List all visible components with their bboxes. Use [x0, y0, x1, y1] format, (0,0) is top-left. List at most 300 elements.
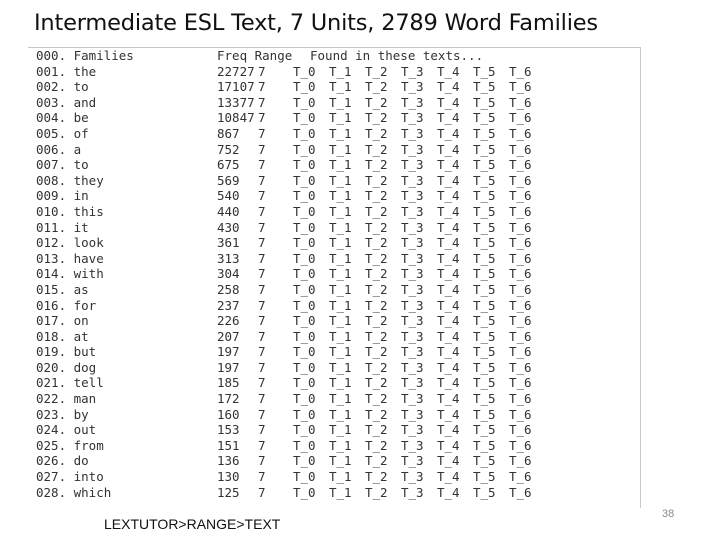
text-found-cell: T_6 — [509, 63, 532, 79]
text-found-cell: T_1 — [329, 235, 352, 251]
freq-cell: 675 — [217, 157, 240, 173]
text-found-cell: T_6 — [509, 141, 532, 157]
text-found-cell: T_0 — [293, 437, 316, 453]
freq-cell: 125 — [217, 484, 240, 500]
text-found-cell: T_3 — [401, 219, 424, 235]
family-cell: 020. dog — [36, 359, 97, 375]
range-cell: 7 — [258, 219, 266, 235]
text-found-cell: T_1 — [329, 219, 352, 235]
text-found-cell: T_3 — [401, 437, 424, 453]
text-found-cell: T_5 — [473, 110, 496, 126]
text-found-cell: T_4 — [437, 484, 460, 500]
text-found-cell: T_6 — [509, 406, 532, 422]
text-found-cell: T_4 — [437, 359, 460, 375]
text-found-cell: T_2 — [365, 141, 388, 157]
freq-cell: 313 — [217, 250, 240, 266]
text-found-cell: T_1 — [329, 203, 352, 219]
freq-cell: 237 — [217, 297, 240, 313]
text-found-cell: T_0 — [293, 313, 316, 329]
freq-cell: 440 — [217, 203, 240, 219]
text-found-cell: T_1 — [329, 157, 352, 173]
text-found-cell: T_6 — [509, 79, 532, 95]
text-found-cell: T_1 — [329, 188, 352, 204]
text-found-cell: T_1 — [329, 469, 352, 485]
text-found-cell: T_3 — [401, 266, 424, 282]
text-found-cell: T_3 — [401, 453, 424, 469]
header-families: 000. Families — [36, 48, 134, 63]
text-found-cell: T_4 — [437, 344, 460, 360]
text-found-cell: T_0 — [293, 110, 316, 126]
text-found-cell: T_6 — [509, 359, 532, 375]
family-cell: 022. man — [36, 391, 97, 407]
family-cell: 021. tell — [36, 375, 104, 391]
text-found-cell: T_5 — [473, 235, 496, 251]
freq-cell: 752 — [217, 141, 240, 157]
freq-cell: 361 — [217, 235, 240, 251]
text-found-cell: T_5 — [473, 94, 496, 110]
text-found-cell: T_2 — [365, 219, 388, 235]
freq-cell: 185 — [217, 375, 240, 391]
range-cell: 7 — [258, 391, 266, 407]
text-found-cell: T_5 — [473, 157, 496, 173]
table-header-row — [28, 48, 545, 64]
text-found-cell: T_5 — [473, 266, 496, 282]
slide-title: Intermediate ESL Text, 7 Units, 2789 Word Families — [34, 10, 598, 36]
text-found-cell: T_5 — [473, 484, 496, 500]
freq-cell: 304 — [217, 266, 240, 282]
header-found-in-texts: Found in these texts... — [310, 48, 484, 63]
range-cell: 7 — [258, 125, 266, 141]
text-found-cell: T_4 — [437, 266, 460, 282]
text-found-cell: T_6 — [509, 94, 532, 110]
table-row — [28, 173, 545, 189]
text-found-cell: T_5 — [473, 406, 496, 422]
family-cell: 005. of — [36, 125, 89, 141]
range-cell: 7 — [258, 172, 266, 188]
text-found-cell: T_6 — [509, 422, 532, 438]
text-found-cell: T_1 — [329, 172, 352, 188]
text-found-cell: T_3 — [401, 406, 424, 422]
text-found-cell: T_5 — [473, 250, 496, 266]
text-found-cell: T_2 — [365, 328, 388, 344]
text-found-cell: T_1 — [329, 141, 352, 157]
family-cell: 015. as — [36, 281, 89, 297]
text-found-cell: T_0 — [293, 266, 316, 282]
text-found-cell: T_3 — [401, 203, 424, 219]
text-found-cell: T_2 — [365, 422, 388, 438]
range-cell: 7 — [258, 469, 266, 485]
text-found-cell: T_2 — [365, 110, 388, 126]
text-found-cell: T_0 — [293, 79, 316, 95]
range-cell: 7 — [258, 63, 266, 79]
freq-cell: 10847 — [217, 110, 255, 126]
table-row — [28, 235, 545, 251]
text-found-cell: T_0 — [293, 203, 316, 219]
text-found-cell: T_4 — [437, 141, 460, 157]
text-found-cell: T_3 — [401, 157, 424, 173]
text-found-cell: T_0 — [293, 406, 316, 422]
range-cell: 7 — [258, 313, 266, 329]
text-found-cell: T_4 — [437, 313, 460, 329]
text-found-cell: T_3 — [401, 110, 424, 126]
range-cell: 7 — [258, 328, 266, 344]
text-found-cell: T_5 — [473, 281, 496, 297]
freq-cell: 197 — [217, 344, 240, 360]
text-found-cell: T_5 — [473, 453, 496, 469]
family-cell: 028. which — [36, 484, 112, 500]
text-found-cell: T_6 — [509, 469, 532, 485]
table-row — [28, 313, 545, 329]
text-found-cell: T_1 — [329, 79, 352, 95]
text-found-cell: T_5 — [473, 422, 496, 438]
text-found-cell: T_3 — [401, 313, 424, 329]
table-row — [28, 95, 545, 111]
range-cell: 7 — [258, 344, 266, 360]
table-row — [28, 157, 545, 173]
table-row — [28, 251, 545, 267]
text-found-cell: T_0 — [293, 250, 316, 266]
table-row — [28, 298, 545, 314]
range-cell: 7 — [258, 422, 266, 438]
table-row — [28, 79, 545, 95]
range-cell: 7 — [258, 406, 266, 422]
text-found-cell: T_5 — [473, 63, 496, 79]
table-row — [28, 282, 545, 298]
range-cell: 7 — [258, 297, 266, 313]
range-cell: 7 — [258, 266, 266, 282]
family-cell: 011. it — [36, 219, 89, 235]
text-found-cell: T_2 — [365, 250, 388, 266]
text-found-cell: T_2 — [365, 266, 388, 282]
text-found-cell: T_4 — [437, 422, 460, 438]
table-row — [28, 438, 545, 454]
range-cell: 7 — [258, 94, 266, 110]
family-cell: 023. by — [36, 406, 89, 422]
text-found-cell: T_4 — [437, 437, 460, 453]
text-found-cell: T_4 — [437, 406, 460, 422]
freq-cell: 151 — [217, 437, 240, 453]
text-found-cell: T_4 — [437, 391, 460, 407]
text-found-cell: T_3 — [401, 141, 424, 157]
text-found-cell: T_6 — [509, 172, 532, 188]
text-found-cell: T_5 — [473, 297, 496, 313]
text-found-cell: T_6 — [509, 125, 532, 141]
text-found-cell: T_1 — [329, 266, 352, 282]
text-found-cell: T_4 — [437, 469, 460, 485]
header-freq-range: Freq Range — [217, 48, 293, 63]
text-found-cell: T_3 — [401, 79, 424, 95]
footer-path-label: LEXTUTOR>RANGE>TEXT — [104, 516, 281, 532]
freq-cell: 197 — [217, 359, 240, 375]
text-found-cell: T_6 — [509, 266, 532, 282]
freq-cell: 153 — [217, 422, 240, 438]
text-found-cell: T_5 — [473, 391, 496, 407]
range-cell: 7 — [258, 157, 266, 173]
text-found-cell: T_4 — [437, 375, 460, 391]
text-found-cell: T_1 — [329, 422, 352, 438]
table-row — [28, 266, 545, 282]
freq-cell: 17107 — [217, 79, 255, 95]
table-row — [28, 375, 545, 391]
text-found-cell: T_3 — [401, 328, 424, 344]
text-found-cell: T_5 — [473, 437, 496, 453]
text-found-cell: T_2 — [365, 63, 388, 79]
text-found-cell: T_1 — [329, 110, 352, 126]
family-cell: 019. but — [36, 344, 97, 360]
text-found-cell: T_2 — [365, 125, 388, 141]
text-found-cell: T_0 — [293, 281, 316, 297]
text-found-cell: T_2 — [365, 188, 388, 204]
text-found-cell: T_3 — [401, 484, 424, 500]
text-found-cell: T_0 — [293, 125, 316, 141]
family-cell: 010. this — [36, 203, 104, 219]
range-cell: 7 — [258, 235, 266, 251]
table-row — [28, 360, 545, 376]
text-found-cell: T_5 — [473, 141, 496, 157]
family-cell: 004. be — [36, 110, 89, 126]
freq-cell: 207 — [217, 328, 240, 344]
freq-cell: 136 — [217, 453, 240, 469]
freq-cell: 226 — [217, 313, 240, 329]
text-found-cell: T_4 — [437, 125, 460, 141]
text-found-cell: T_4 — [437, 453, 460, 469]
text-found-cell: T_3 — [401, 250, 424, 266]
family-cell: 001. the — [36, 63, 97, 79]
text-found-cell: T_0 — [293, 188, 316, 204]
text-found-cell: T_0 — [293, 235, 316, 251]
text-found-cell: T_2 — [365, 157, 388, 173]
text-found-cell: T_5 — [473, 125, 496, 141]
text-found-cell: T_4 — [437, 188, 460, 204]
freq-cell: 160 — [217, 406, 240, 422]
text-found-cell: T_1 — [329, 344, 352, 360]
text-found-cell: T_1 — [329, 484, 352, 500]
table-row — [28, 188, 545, 204]
range-cell: 7 — [258, 141, 266, 157]
text-found-cell: T_5 — [473, 359, 496, 375]
text-found-cell: T_6 — [509, 297, 532, 313]
text-found-cell: T_1 — [329, 359, 352, 375]
text-found-cell: T_4 — [437, 219, 460, 235]
text-found-cell: T_5 — [473, 375, 496, 391]
text-found-cell: T_0 — [293, 469, 316, 485]
text-found-cell: T_0 — [293, 94, 316, 110]
text-found-cell: T_0 — [293, 484, 316, 500]
text-found-cell: T_6 — [509, 313, 532, 329]
family-cell: 026. do — [36, 453, 89, 469]
range-cell: 7 — [258, 359, 266, 375]
text-found-cell: T_3 — [401, 63, 424, 79]
text-found-cell: T_0 — [293, 219, 316, 235]
range-cell: 7 — [258, 110, 266, 126]
text-found-cell: T_2 — [365, 344, 388, 360]
freq-cell: 430 — [217, 219, 240, 235]
text-found-cell: T_2 — [365, 235, 388, 251]
family-cell: 014. with — [36, 266, 104, 282]
text-found-cell: T_6 — [509, 344, 532, 360]
range-output-window[interactable] — [28, 47, 641, 508]
text-found-cell: T_2 — [365, 203, 388, 219]
text-found-cell: T_6 — [509, 453, 532, 469]
text-found-cell: T_1 — [329, 437, 352, 453]
table-row — [28, 126, 545, 142]
text-found-cell: T_2 — [365, 313, 388, 329]
text-found-cell: T_6 — [509, 157, 532, 173]
text-found-cell: T_2 — [365, 359, 388, 375]
range-cell: 7 — [258, 437, 266, 453]
family-cell: 018. at — [36, 328, 89, 344]
text-found-cell: T_1 — [329, 328, 352, 344]
text-found-cell: T_1 — [329, 391, 352, 407]
text-found-cell: T_0 — [293, 359, 316, 375]
text-found-cell: T_3 — [401, 94, 424, 110]
table-row — [28, 344, 545, 360]
text-found-cell: T_6 — [509, 437, 532, 453]
text-found-cell: T_3 — [401, 281, 424, 297]
text-found-cell: T_4 — [437, 79, 460, 95]
text-found-cell: T_1 — [329, 281, 352, 297]
text-found-cell: T_5 — [473, 79, 496, 95]
table-row — [28, 422, 545, 438]
table-row — [28, 469, 545, 485]
text-found-cell: T_0 — [293, 375, 316, 391]
text-found-cell: T_5 — [473, 313, 496, 329]
text-found-cell: T_0 — [293, 344, 316, 360]
slide-number: 38 — [662, 508, 675, 520]
text-found-cell: T_0 — [293, 422, 316, 438]
text-found-cell: T_4 — [437, 94, 460, 110]
text-found-cell: T_0 — [293, 328, 316, 344]
range-cell: 7 — [258, 203, 266, 219]
family-cell: 008. they — [36, 172, 104, 188]
text-found-cell: T_4 — [437, 110, 460, 126]
table-row — [28, 110, 545, 126]
text-found-cell: T_5 — [473, 328, 496, 344]
text-found-cell: T_3 — [401, 375, 424, 391]
text-found-cell: T_4 — [437, 328, 460, 344]
text-found-cell: T_1 — [329, 406, 352, 422]
text-found-cell: T_2 — [365, 453, 388, 469]
family-cell: 006. a — [36, 141, 82, 157]
text-found-cell: T_3 — [401, 172, 424, 188]
range-cell: 7 — [258, 188, 266, 204]
text-found-cell: T_4 — [437, 157, 460, 173]
text-found-cell: T_4 — [437, 281, 460, 297]
text-found-cell: T_5 — [473, 188, 496, 204]
text-found-cell: T_3 — [401, 359, 424, 375]
range-cell: 7 — [258, 484, 266, 500]
text-found-cell: T_0 — [293, 391, 316, 407]
range-cell: 7 — [258, 453, 266, 469]
text-found-cell: T_5 — [473, 219, 496, 235]
text-found-cell: T_1 — [329, 375, 352, 391]
family-cell: 024. out — [36, 422, 97, 438]
freq-cell: 172 — [217, 391, 240, 407]
text-found-cell: T_6 — [509, 235, 532, 251]
text-found-cell: T_2 — [365, 406, 388, 422]
freq-cell: 258 — [217, 281, 240, 297]
text-found-cell: T_3 — [401, 344, 424, 360]
family-cell: 027. into — [36, 469, 104, 485]
text-found-cell: T_3 — [401, 235, 424, 251]
text-found-cell: T_6 — [509, 328, 532, 344]
text-found-cell: T_1 — [329, 313, 352, 329]
freq-cell: 569 — [217, 172, 240, 188]
text-found-cell: T_2 — [365, 297, 388, 313]
text-found-cell: T_4 — [437, 235, 460, 251]
freq-cell: 130 — [217, 469, 240, 485]
range-cell: 7 — [258, 250, 266, 266]
text-found-cell: T_6 — [509, 110, 532, 126]
text-found-cell: T_6 — [509, 391, 532, 407]
text-found-cell: T_0 — [293, 172, 316, 188]
text-found-cell: T_2 — [365, 391, 388, 407]
text-found-cell: T_2 — [365, 79, 388, 95]
text-found-cell: T_1 — [329, 453, 352, 469]
text-found-cell: T_3 — [401, 188, 424, 204]
table-row — [28, 391, 545, 407]
family-cell: 025. from — [36, 437, 104, 453]
text-found-cell: T_4 — [437, 297, 460, 313]
text-found-cell: T_4 — [437, 250, 460, 266]
range-output-table — [28, 48, 545, 500]
text-found-cell: T_2 — [365, 281, 388, 297]
table-row — [28, 142, 545, 158]
text-found-cell: T_6 — [509, 484, 532, 500]
text-found-cell: T_4 — [437, 172, 460, 188]
text-found-cell: T_0 — [293, 453, 316, 469]
text-found-cell: T_5 — [473, 344, 496, 360]
text-found-cell: T_5 — [473, 172, 496, 188]
family-cell: 017. on — [36, 313, 89, 329]
family-cell: 012. look — [36, 235, 104, 251]
family-cell: 002. to — [36, 79, 89, 95]
table-row — [28, 329, 545, 345]
table-row — [28, 485, 545, 501]
table-row — [28, 64, 545, 80]
text-found-cell: T_2 — [365, 94, 388, 110]
text-found-cell: T_1 — [329, 125, 352, 141]
text-found-cell: T_5 — [473, 203, 496, 219]
text-found-cell: T_0 — [293, 157, 316, 173]
text-found-cell: T_1 — [329, 94, 352, 110]
text-found-cell: T_4 — [437, 203, 460, 219]
text-found-cell: T_0 — [293, 297, 316, 313]
table-row — [28, 204, 545, 220]
text-found-cell: T_5 — [473, 469, 496, 485]
text-found-cell: T_2 — [365, 469, 388, 485]
text-found-cell: T_6 — [509, 375, 532, 391]
family-cell: 009. in — [36, 188, 89, 204]
text-found-cell: T_1 — [329, 250, 352, 266]
table-row — [28, 407, 545, 423]
freq-cell: 540 — [217, 188, 240, 204]
text-found-cell: T_1 — [329, 297, 352, 313]
family-cell: 007. to — [36, 157, 89, 173]
text-found-cell: T_1 — [329, 63, 352, 79]
freq-cell: 22727 — [217, 63, 255, 79]
text-found-cell: T_0 — [293, 141, 316, 157]
range-cell: 7 — [258, 375, 266, 391]
text-found-cell: T_3 — [401, 422, 424, 438]
text-found-cell: T_2 — [365, 484, 388, 500]
table-row — [28, 220, 545, 236]
family-cell: 016. for — [36, 297, 97, 313]
text-found-cell: T_2 — [365, 437, 388, 453]
freq-cell: 867 — [217, 125, 240, 141]
range-cell: 7 — [258, 281, 266, 297]
freq-cell: 13377 — [217, 94, 255, 110]
